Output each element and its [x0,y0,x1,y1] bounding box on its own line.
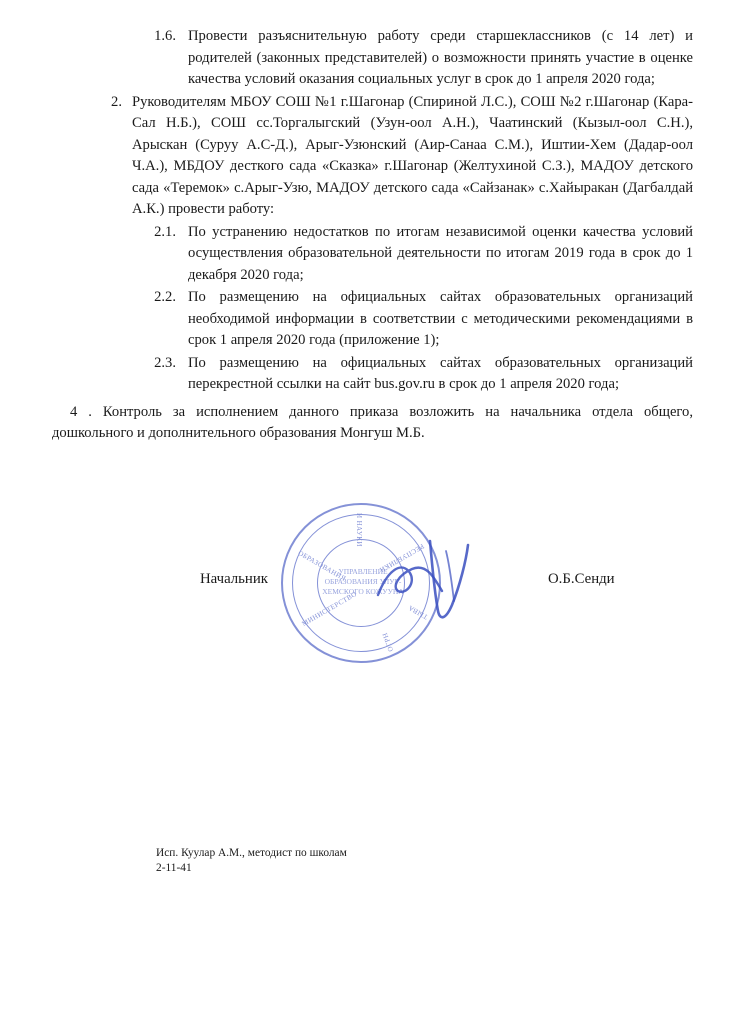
stamp-center-text: УПРАВЛЕНИЕ ОБРАЗОВАНИЯ УЛУГ-ХЕМСКОГО КОЖУУНА [322,566,404,596]
list-item-number: 2.3. [154,354,176,371]
list-item [52,92,693,221]
signature-title: Начальник [200,570,268,587]
list-item-text: По устранению недостатков по итогам независимой оценки качества условий осуществления образовательной деятельности по итогам 2019 года в срок до 1 декабря 2020 года; [188,223,693,283]
signature-block [52,512,693,653]
list-item-text: Руководителям МБОУ СОШ №1 г.Шагонар (Спириной Л.С.), СОШ №2 г.Шагонар (Кара-Сал Н.Б.), СОШ сс.Торгалыгский (Узун-оол А.Н.), Чаатинский (Кызыл-оол С.Н.), Арыскан (Суруу А.С-Д.), Арыг-Узюнский (Аир-Санаа С.М.), Иштии-Хем (Дадар-оол Ч.А.), МБДОУ десткого сада «Сказка» г.Шагонар (Желтухиной С.З.), МАДОУ детского сада «Теремок» с.Арыг-Узю, МАДОУ детского сада «Сайзанак» с.Хайыракан (Дагбалдай А.К.) провести работу: [132,93,693,217]
closing-paragraph: 4 . Контроль за исполнением данного приказа возложить на начальника отдела общего, дошкольного и дополнительного образования Монгуш М.Б. [52,403,693,441]
list-item [52,26,693,91]
handwritten-signature-icon [372,533,492,633]
executor-name: Исп. Куулар А.М., методист по школам [156,847,347,859]
list-item-number: 2.1. [154,223,176,240]
list-item-text: По размещению на официальных сайтах образовательных организаций необходимой информации в соответствии с методическими рекомендациями в срок 1 апреля 2020 года (приложение 1); [188,289,693,348]
stamp-outer-text: МИНИСТЕРСТВО ОБРАЗОВАНИЯ И НАУКИ РЕСПУБЛИКИ ТЫВА ОГРН [296,512,430,653]
list-item-text: По размещению на официальных сайтах образовательных организаций перекрестной ссылки на сайт bus.gov.ru в срок до 1 апреля 2020 года; [188,354,693,392]
list-item [52,222,693,287]
list-item-number: 2. [111,93,122,110]
bleed-through-text [150,898,570,917]
list-item-number: 2.2. [154,289,176,305]
executor-note [156,846,347,876]
list-item [52,287,693,352]
list-item-text: Провести разъяснительную работу среди старшеклассников (с 14 лет) и родителей (законных представителей) о возможности принять участие в оценке качества условий оказания социальных услуг в срок до 1 апреля 2020 года; [188,28,693,87]
signature-name: О.Б.Сенди [548,570,615,587]
list-item [52,353,693,396]
executor-phone: 2-11-41 [156,862,192,874]
list-item-number: 1.6. [154,28,176,44]
